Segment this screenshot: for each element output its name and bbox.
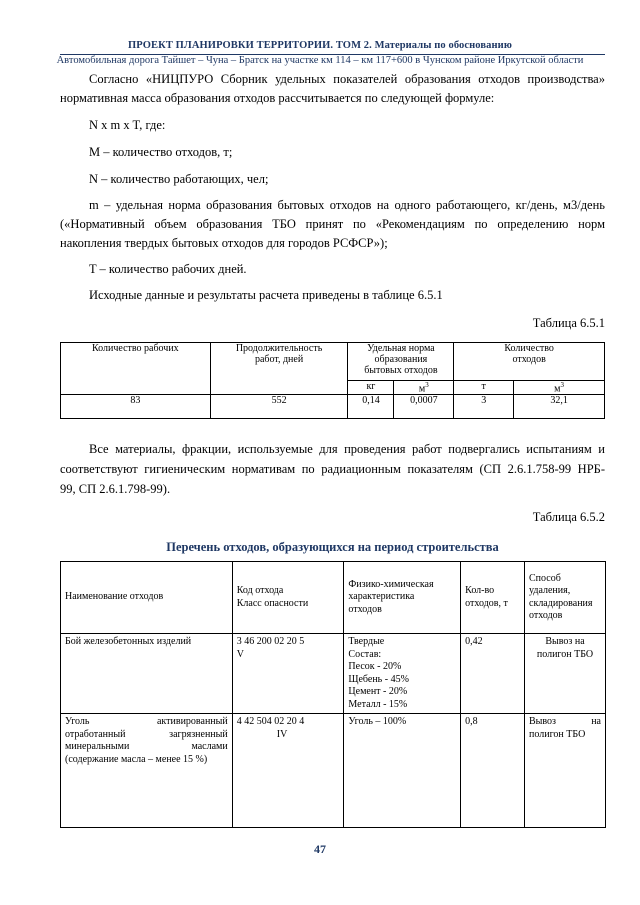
table-1-unit-m3: $м^3$ — [394, 381, 454, 395]
definition-t: T – количество рабочих дней. — [89, 262, 247, 276]
table-2-row-coal — [61, 714, 606, 828]
formula-text: N x m x T, где: — [89, 118, 166, 132]
paragraph-2-line-3: 99, СП 2.6.1.798-99). — [60, 482, 171, 496]
table-2-header-quantity: Кол-во отходов, т — [461, 562, 525, 634]
definition-m-upper: M – количество отходов, т; — [89, 145, 233, 159]
table-2-cell-disposal: Вывоз на полигон ТБО — [525, 634, 606, 714]
header-road: Автомобильная дорога Тайшет – Чуна – Братск на участке км 114 – км 117+600 в Чунском районе Иркутской области — [56, 55, 584, 66]
table-2-header-characteristics: Физико-химическая характеристика отходов — [344, 562, 461, 634]
table-1-header-duration: Продолжительность работ, дней — [210, 343, 348, 395]
definition-m-line-3: накопления твердых бытовых отходов для городов РСФСР»); — [60, 236, 388, 250]
table-6-5-2 — [60, 561, 606, 828]
table-2-header-code: Код отхода Класс опасности — [232, 562, 344, 634]
paragraph-1-line-1: Согласно «НИЦПУРО Сборник удельных показателей образования отходов производства» — [89, 72, 605, 86]
table-2-cell-code: 4 42 504 02 20 4 IV — [232, 714, 344, 828]
paragraph-2-line-1: Все материалы, фракции, используемые для проведения работ подвергались испытаниям и — [89, 442, 605, 456]
table-2-cell-characteristics: Уголь – 100% — [344, 714, 461, 828]
table-2-header-disposal: Способ удаления, складирования отходов — [525, 562, 606, 634]
table-2-caption: Перечень отходов, образующихся на период строительства — [166, 540, 499, 554]
table-1-cell-workers: 83 — [61, 395, 211, 419]
definition-m-line-1: m – удельная норма образования бытовых отходов на одного работающего, кг/день, м3/день — [89, 198, 605, 212]
header-title-main: ПРОЕКТ ПЛАНИРОВКИ ТЕРРИТОРИИ. ТОМ 2. — [128, 40, 372, 51]
table-1-unit-t: т — [454, 381, 514, 395]
table-2-cell-quantity: 0,42 — [461, 634, 525, 714]
table-1-unit-m3-volume: $м^3$ — [514, 381, 605, 395]
table-1-label: Таблица 6.5.1 — [532, 316, 605, 330]
table-2-cell-characteristics: Твердые Состав: Песок - 20% Щебень - 45% Цемент - 20% Металл - 15% — [344, 634, 461, 714]
table-1-unit-kg: кг — [348, 381, 394, 395]
table-1-header-workers: Количество рабочих — [61, 343, 211, 395]
page-number: 47 — [314, 842, 326, 856]
table-1-data-row — [61, 395, 605, 419]
definition-n: N – количество работающих, чел; — [89, 172, 269, 186]
table-2-cell-name: Уголь активированный отработанный загрязненный минеральными маслами (содержание масла – менее 15 %) — [61, 714, 233, 828]
header-subtitle: Материалы по обоснованию — [374, 40, 512, 51]
table-2-cell-quantity: 0,8 — [461, 714, 525, 828]
table-2-header-name: Наименование отходов — [61, 562, 233, 634]
table-1-cell-kg: 0,14 — [348, 395, 394, 419]
table-2-cell-name: Бой железобетонных изделий — [61, 634, 233, 714]
table-1-header-norm: Удельная норма образования бытовых отходов — [348, 343, 454, 381]
paragraph-2-line-2: соответствуют гигиеническим нормативам по радиационным показателям (СП 2.6.1.758-99 НРБ- — [60, 462, 605, 476]
initial-data-text: Исходные данные и результаты расчета приведены в таблице 6.5.1 — [89, 288, 443, 302]
paragraph-1-line-2: нормативная масса образования отходов рассчитывается по следующей формуле: — [60, 91, 495, 105]
table-6-5-1 — [60, 342, 605, 419]
definition-m-line-2: («Нормативный объем образования ТБО принят по «Рекомендациям по определению норм — [60, 217, 605, 231]
table-1-cell-t: 3 — [454, 395, 514, 419]
table-1-cell-days: 552 — [210, 395, 348, 419]
table-2-label: Таблица 6.5.2 — [532, 510, 605, 524]
table-1-header-row — [61, 343, 605, 381]
table-2-cell-code: 3 46 200 02 20 5 V — [232, 634, 344, 714]
table-1-cell-volume: 32,1 — [514, 395, 605, 419]
table-1-header-quantity: Количество отходов — [454, 343, 605, 381]
table-1-cell-m3: 0,0007 — [394, 395, 454, 419]
table-2-cell-disposal: Вывоз на полигон ТБО — [525, 714, 606, 828]
table-2-row-concrete — [61, 634, 606, 714]
header-title — [0, 40, 640, 51]
table-2-header-row — [61, 562, 606, 634]
